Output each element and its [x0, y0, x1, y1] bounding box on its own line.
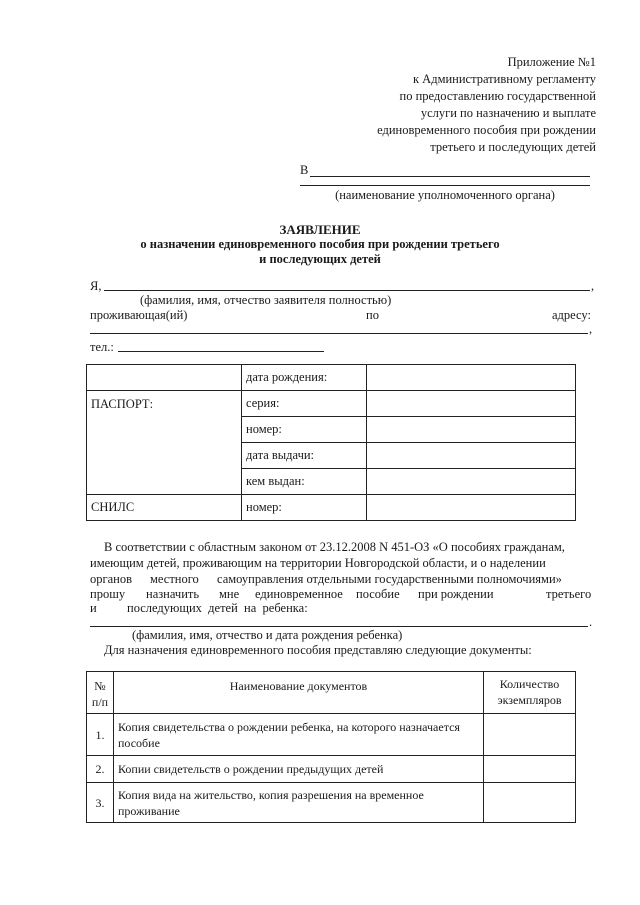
- row-num: 2.: [87, 756, 114, 783]
- statement-word: местного: [150, 572, 199, 586]
- row-count-input[interactable]: [484, 714, 576, 756]
- table-row: [87, 756, 576, 783]
- recipient-caption: (наименование уполномоченного органа): [335, 188, 555, 202]
- row-count-input[interactable]: [484, 783, 576, 823]
- series-input[interactable]: [367, 391, 576, 417]
- statement-word: третьего: [546, 587, 592, 601]
- field-label: дата рождения:: [242, 365, 367, 391]
- issued-by-input[interactable]: [367, 469, 576, 495]
- snils-number-input[interactable]: [367, 495, 576, 521]
- document-title: ЗАЯВЛЕНИЕ: [279, 222, 361, 237]
- applicant-name-field[interactable]: [104, 290, 590, 291]
- appendix-line: Приложение №1: [507, 55, 596, 69]
- field-label: дата выдачи:: [242, 443, 367, 469]
- passport-number-input[interactable]: [367, 417, 576, 443]
- passport-label: ПАСПОРТ:: [87, 391, 242, 495]
- statement-word: единовременное: [255, 587, 343, 601]
- phone-label: тел.:: [90, 340, 114, 354]
- statement-word: прошу: [90, 587, 126, 601]
- address-field[interactable]: [90, 333, 588, 334]
- statement-word: органов: [90, 572, 133, 586]
- statement-line-1: В соответствии с областным законом от 23.12.2008 N 451-ОЗ «О пособиях гражданам,: [104, 540, 565, 554]
- documents-table: [86, 671, 576, 823]
- residing-label: проживающая(ий): [90, 308, 188, 322]
- birth-date-input[interactable]: [367, 365, 576, 391]
- row-num: 1.: [87, 714, 114, 756]
- child-period: .: [589, 615, 593, 629]
- passport-blank-cell: [87, 365, 242, 391]
- appendix-header: [276, 54, 596, 156]
- field-label: кем выдан:: [242, 469, 367, 495]
- field-label: номер:: [242, 495, 367, 521]
- appendix-line: третьего и последующих детей: [430, 140, 596, 154]
- appendix-line: услуги по назначению и выплате: [420, 106, 596, 120]
- child-info-field[interactable]: [90, 626, 588, 627]
- statement-word: пособие: [356, 587, 400, 601]
- address-label: адресу:: [552, 308, 591, 322]
- recipient-field-2[interactable]: [300, 185, 590, 186]
- passport-table: [86, 364, 576, 521]
- row-doc-name: Копии свидетельств о рождении предыдущих детей: [114, 756, 484, 783]
- statement-word: и: [90, 601, 97, 615]
- applicant-name-caption: (фамилия, имя, отчество заявителя полностью): [140, 293, 392, 307]
- statement-word: мне: [219, 587, 240, 601]
- col-header-num: № п/п: [87, 672, 114, 714]
- address-comma: ,: [589, 322, 593, 336]
- phone-field[interactable]: [118, 351, 324, 352]
- field-label: номер:: [242, 417, 367, 443]
- po-label: по: [366, 308, 379, 322]
- snils-label: СНИЛС: [87, 495, 242, 521]
- recipient-prefix: В: [300, 163, 309, 177]
- applicant-ya: Я,: [90, 279, 102, 293]
- statement-word: последующих детей на ребенка:: [127, 601, 308, 615]
- row-doc-name: Копия свидетельства о рождении ребенка, на которого назначается пособие: [114, 714, 484, 756]
- statement-word: самоуправления отдельными государственными полномочиями»: [217, 572, 562, 586]
- statement-line-2: имеющим детей, проживающим на территории Новгородской области, и о наделении: [90, 556, 546, 570]
- recipient-field[interactable]: [310, 176, 590, 177]
- issue-date-input[interactable]: [367, 443, 576, 469]
- appendix-line: к Административному регламенту: [412, 72, 596, 86]
- title-line-2: и последующих детей: [259, 252, 381, 266]
- title-line-1: о назначении единовременного пособия при рождении третьего: [140, 237, 500, 251]
- statement-word: назначить: [146, 587, 200, 601]
- table-row: [87, 783, 576, 823]
- row-doc-name: Копия вида на жительство, копия разрешения на временное проживание: [114, 783, 484, 823]
- statement-word: при рождении: [418, 587, 494, 601]
- child-caption: (фамилия, имя, отчество и дата рождения ребенка): [132, 628, 403, 642]
- applicant-comma: ,: [591, 279, 595, 293]
- row-num: 3.: [87, 783, 114, 823]
- table-row: [87, 714, 576, 756]
- col-header-name: Наименование документов: [114, 672, 484, 714]
- appendix-line: по предоставлению государственной: [399, 89, 596, 103]
- appendix-line: единовременного пособия при рождении: [377, 123, 596, 137]
- col-header-count: Количество экземпляров: [484, 672, 576, 714]
- field-label: серия:: [242, 391, 367, 417]
- docs-intro: Для назначения единовременного пособия представляю следующие документы:: [104, 643, 532, 657]
- row-count-input[interactable]: [484, 756, 576, 783]
